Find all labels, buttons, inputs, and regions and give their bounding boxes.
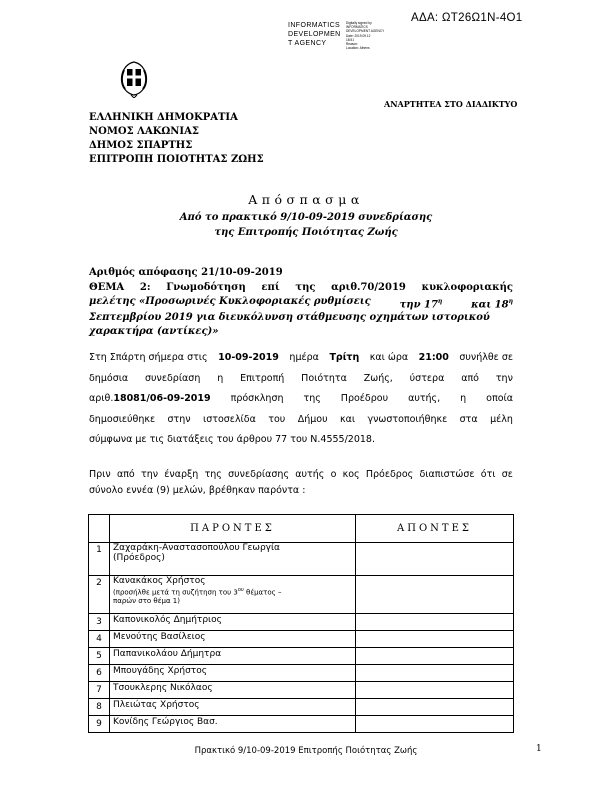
para-word: συνεδρίασης <box>228 469 290 480</box>
para-text: και ώρα <box>369 352 409 363</box>
para-word: οποία <box>486 393 513 404</box>
para-word: η <box>217 372 224 384</box>
table-row <box>89 576 514 614</box>
stamp-detail-line: Digitally signed by <box>346 21 372 25</box>
para-word: Ποιότητα <box>301 372 347 384</box>
stamp-detail-line: Location: Athens <box>346 46 370 51</box>
para-text: Στη Σπάρτη σήμερα στις <box>89 352 208 363</box>
row-number: 6 <box>89 665 110 682</box>
session-date: 10-09-2019 <box>218 352 279 363</box>
para-text: σύμφωνα με τις διατάξεις του άρθρου 77 του Ν.4555/2018. <box>89 434 375 445</box>
member-note: (προσήλθε μετά τη συζήτηση του $3^{o\upsilon}$ θέματος – παρών στο θέμα 1) <box>113 587 282 606</box>
present-member: Μπουγάδης Χρήστος <box>110 665 356 682</box>
present-member: Παπανικολάου Δήμητρα <box>110 648 356 665</box>
para-word: γνωστοποιήθηκε <box>367 413 448 425</box>
table-row <box>89 716 514 733</box>
signature-stamp-details <box>346 21 384 50</box>
row-number: 3 <box>89 614 110 631</box>
issuer-header <box>89 111 264 167</box>
theme-word: κυκλοφοριακής <box>421 282 513 293</box>
para-word: της <box>303 393 321 404</box>
absent-member <box>356 648 514 665</box>
absent-member <box>356 576 514 614</box>
stamp-detail-line: Date: 2019.09.12 <box>346 33 371 38</box>
theme-word: ΘΕΜΑ <box>89 282 125 293</box>
para-word: συνεδρίαση <box>145 372 201 384</box>
para-word: ο <box>330 469 337 480</box>
ada-code: ΑΔΑ: ΩΤ26Ω1Ν-4Ο1 <box>411 12 523 24</box>
para-word: δημόσια <box>89 372 129 384</box>
member-role: (Πρόεδρος) <box>113 553 165 563</box>
post-notice: ΑΝΑΡΤΗΤΕΑ ΣΤΟ ΔΙΑΔΙΚΤΥΟ <box>384 99 518 109</box>
session-time: 21:00 <box>418 352 449 363</box>
session-paragraph <box>89 348 513 451</box>
table-row <box>89 665 514 682</box>
table-row <box>89 648 514 665</box>
table-row <box>89 682 514 699</box>
row-number: 2 <box>89 576 110 614</box>
para-word: αυτής <box>295 469 325 480</box>
para-word: από <box>461 372 479 384</box>
para-text: σύνολο εννέα (9) μελών, βρέθηκαν παρόντα : <box>89 485 306 496</box>
para-word: της <box>204 469 222 480</box>
page-number: 1 <box>536 744 542 754</box>
row-number: 9 <box>89 716 110 733</box>
header-line: ΝΟΜΟΣ ΛΑΚΩΝΙΑΣ <box>89 126 199 137</box>
stamp-org-line: DEVELOPMEN <box>288 31 341 38</box>
para-word: την <box>495 372 513 384</box>
theme-text: μελέτης «Προσωρινές Κυκλοφοριακές ρυθμίσεις <box>89 295 371 307</box>
stamp-org-line: T AGENCY <box>288 40 327 47</box>
para-word: Πρόεδρος <box>365 469 414 480</box>
para-word: η <box>460 393 467 404</box>
para-word: την <box>140 469 159 480</box>
theme-word: της <box>295 282 316 293</box>
para-word: και <box>339 413 356 425</box>
para-word: από <box>116 469 135 480</box>
theme-date-a: την $17^\eta$ <box>399 297 443 310</box>
col-number <box>89 515 110 543</box>
para-word: πρόσκληση <box>230 393 284 404</box>
para-word: σε <box>501 469 513 480</box>
header-line: ΕΛΛΗΝΙΚΗ ΔΗΜΟΚΡΑΤΙΑ <box>89 112 238 123</box>
present-member: Ζαχαράκη-Αναστασοπούλου Γεωργία (Πρόεδρος) <box>110 543 356 576</box>
present-member: Τσουκλερης Νικόλαος <box>110 682 356 699</box>
present-member: Καπονικολός Δημήτριος <box>110 614 356 631</box>
para-word: ύστερα <box>409 372 445 384</box>
para-word: Επιτροπή <box>240 372 285 384</box>
page-footer: Πρακτικό 9/10-09-2019 Επιτροπής Ποιότητας Ζωής <box>194 746 418 756</box>
theme-word: επί <box>261 282 280 293</box>
present-member: Κανακάκος Χρήστος (προσήλθε μετά τη συζήτηση του $3^{o\upsilon}$ θέματος – παρών στο θέμα 1) <box>110 576 356 614</box>
table-header-row <box>89 515 514 543</box>
row-number: 1 <box>89 543 110 576</box>
row-number: 7 <box>89 682 110 699</box>
row-number: 5 <box>89 648 110 665</box>
stamp-detail-line: DEVELOPMENT AGENCY <box>346 29 385 34</box>
para-word: Προέδρου <box>340 393 389 404</box>
row-number: 8 <box>89 699 110 716</box>
absent-member <box>356 631 514 648</box>
header-line: ΕΠΙΤΡΟΠΗ ΠΟΙΟΤΗΤΑΣ ΖΩΗΣ <box>89 154 264 165</box>
table-row <box>89 631 514 648</box>
table-row <box>89 699 514 716</box>
absent-member <box>356 543 514 576</box>
theme-block <box>89 281 513 338</box>
present-member: Μενούτης Βασίλειος <box>110 631 356 648</box>
theme-word: αριθ.70/2019 <box>331 282 406 293</box>
absent-member <box>356 682 514 699</box>
attendance-table <box>88 514 514 733</box>
para-word: του <box>268 413 286 425</box>
theme-date-b: και $18^\eta$ <box>471 297 513 310</box>
stamp-detail-line: INFORMATICS <box>346 25 368 30</box>
col-absent-header: ΑΠΟΝΤΕΣ <box>356 515 514 543</box>
para-word: στα <box>459 413 478 425</box>
theme-word: Γνωμοδότηση <box>166 282 246 293</box>
subtitle-committee: της Επιτροπής Ποιότητας Ζωής <box>214 227 398 238</box>
para-text: συνήλθε σε <box>459 352 513 363</box>
para-word: δημοσιεύθηκε <box>89 413 156 425</box>
stamp-detail-line: 18:51 <box>346 37 354 42</box>
present-member: Πλειώτας Χρήστος <box>110 699 356 716</box>
subtitle-minutes: Από το πρακτικό 9/10-09-2019 συνεδρίασης <box>179 212 433 223</box>
table-row <box>89 614 514 631</box>
col-present-header: ΠΑΡΟΝΤΕΣ <box>110 515 356 543</box>
stamp-detail-line: Reason: <box>346 42 358 47</box>
stamp-org-line: INFORMATICS <box>288 22 341 29</box>
absent-member <box>356 614 514 631</box>
present-member: Κονίδης Γεώργιος Βασ. <box>110 716 356 733</box>
document-title: Απόσπασμα <box>248 192 364 207</box>
table-row <box>89 543 514 576</box>
para-word: Ζωής, <box>363 372 393 384</box>
decision-number: Αριθμός απόφασης 21/10-09-2019 <box>89 267 283 278</box>
absent-member <box>356 699 514 716</box>
invitation-ref: αριθ.18081/06-09-2019 <box>89 393 211 404</box>
greek-emblem-icon <box>117 58 151 98</box>
theme-text: χαρακτήρα (αντίκες)» <box>89 325 219 337</box>
para-word: έναρξη <box>164 469 199 480</box>
row-number: 4 <box>89 631 110 648</box>
para-word: ότι <box>480 469 496 480</box>
para-word: στην <box>167 413 191 425</box>
para-word: μέλη <box>490 413 513 425</box>
session-day: Τρίτη <box>329 352 360 363</box>
absent-member <box>356 665 514 682</box>
para-text: ημέρα <box>289 352 319 363</box>
para-word: διαπιστώσε <box>419 469 475 480</box>
para-word: ιστοσελίδα <box>203 413 256 425</box>
theme-word: 2: <box>139 282 151 293</box>
para-word: Πριν <box>89 469 111 480</box>
para-word: κος <box>342 469 360 480</box>
header-line: ΔΗΜΟΣ ΣΠΑΡΤΗΣ <box>89 140 193 151</box>
signature-stamp-org <box>288 21 341 48</box>
para-word: αυτής, <box>408 393 441 404</box>
theme-text: Σεπτεμβρίου 2019 για διευκόλυνση στάθμευσης οχημάτων ιστορικού <box>89 312 490 324</box>
absent-member <box>356 716 514 733</box>
quorum-paragraph <box>89 467 513 499</box>
para-word: Δήμου <box>297 413 328 425</box>
